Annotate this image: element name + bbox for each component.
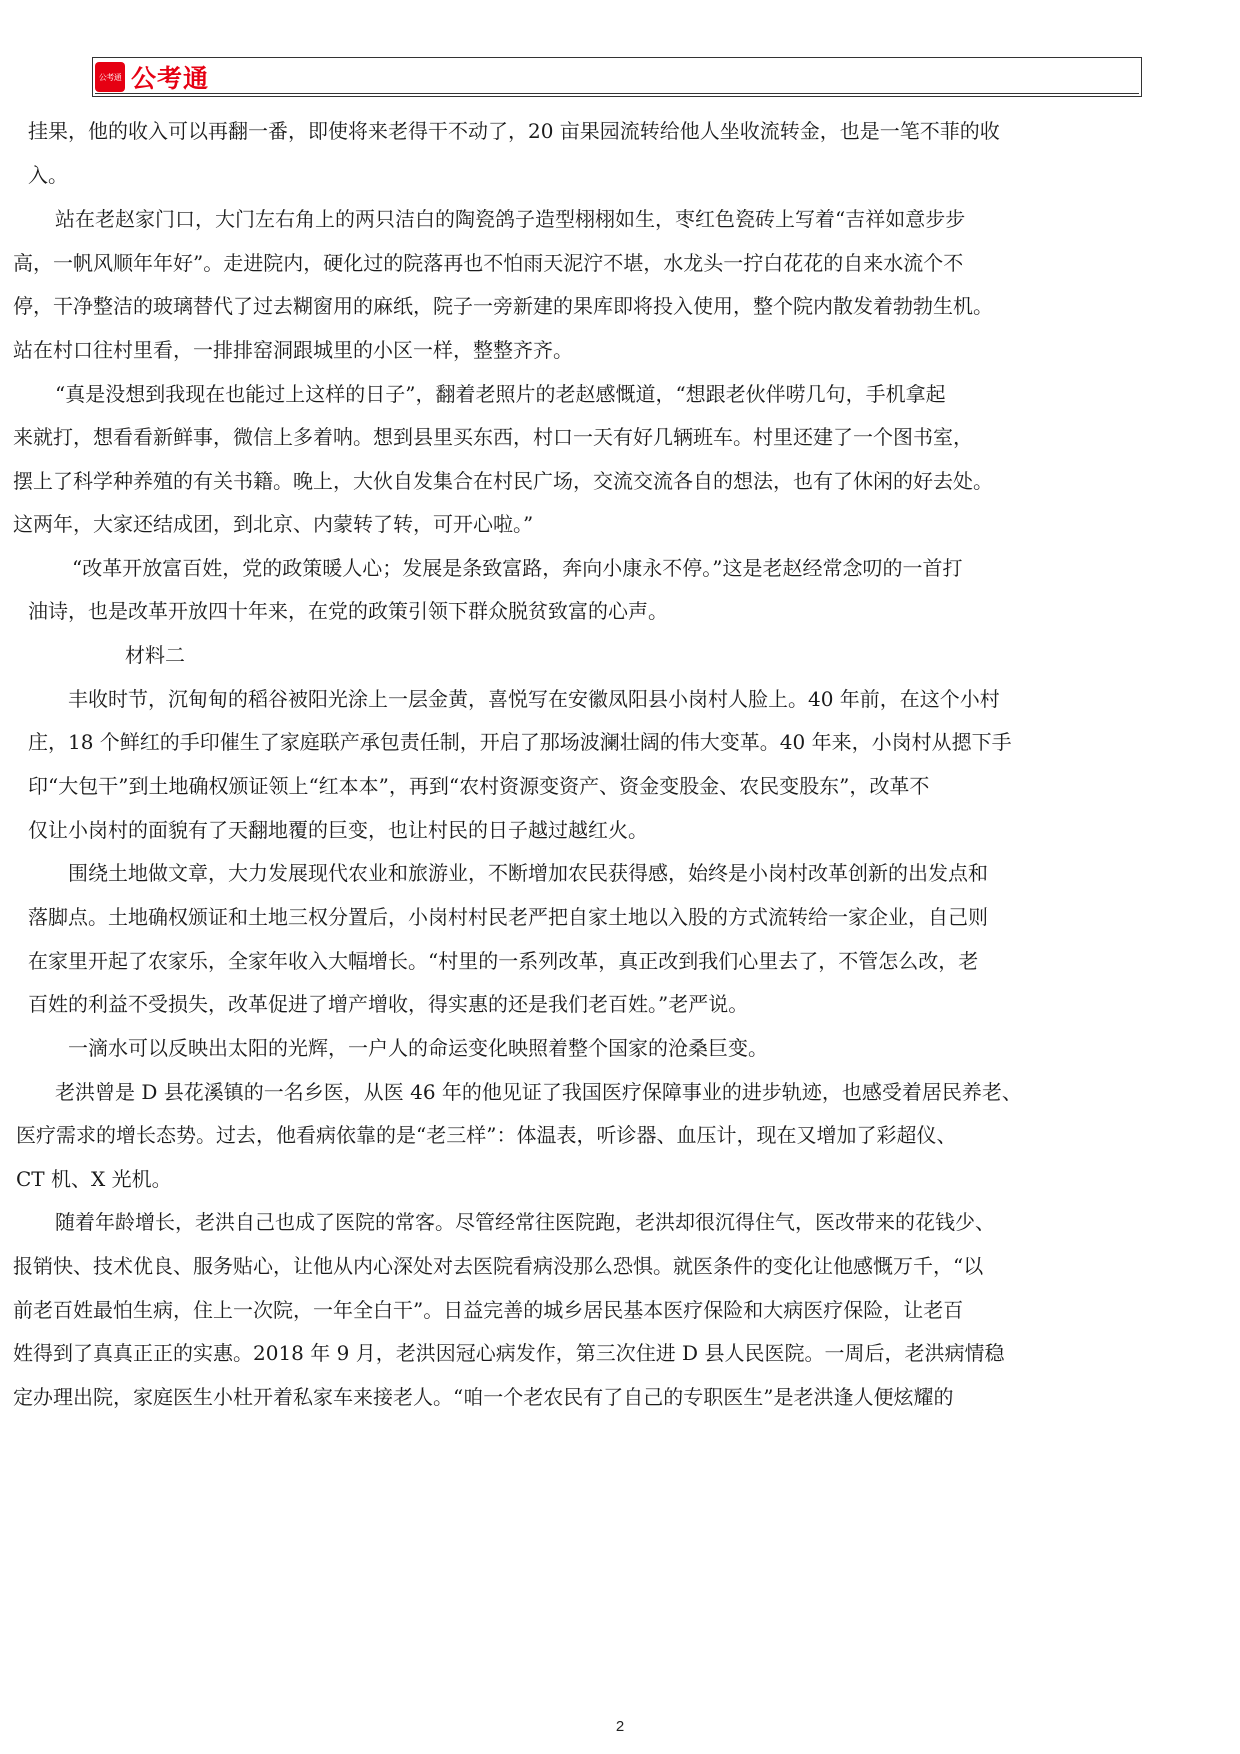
text-line: 随着年龄增长，老洪自己也成了医院的常客。尽管经常往医院跑，老洪却很沉得住气，医改带来的花钱少、 bbox=[55, 1210, 995, 1234]
text-line: 落脚点。土地确权颁证和土地三权分置后，小岗村村民老严把自家土地以入股的方式流转给一家企业，自己则 bbox=[28, 905, 988, 929]
text-line: 摆上了科学种养殖的有关书籍。晚上，大伙自发集合在村民广场，交流交流各自的想法，也有了休闲的好去处。 bbox=[13, 469, 993, 493]
text-line: 仅让小岗村的面貌有了天翻地覆的巨变，也让村民的日子越过越红火。 bbox=[28, 818, 648, 842]
text-line: 在家里开起了农家乐，全家年收入大幅增长。“村里的一系列改革，真正改到我们心里去了，不管怎么改，老 bbox=[28, 949, 979, 973]
text-line: 庄，18 个鲜红的手印催生了家庭联产承包责任制，开启了那场波澜壮阔的伟大变革。40 年来，小岗村从摁下手 bbox=[28, 730, 1012, 754]
text-line: 老洪曾是 D 县花溪镇的一名乡医，从医 46 年的他见证了我国医疗保障事业的进步轨迹，也感受着居民养老、 bbox=[55, 1080, 1022, 1104]
text-line: 前老百姓最怕生病，住上一次院，一年全白干”。日益完善的城乡居民基本医疗保险和大病医疗保险，让老百 bbox=[13, 1298, 964, 1322]
text-line: “改革开放富百姓，党的政策暖人心；发展是条致富路，奔向小康永不停。”这是老赵经常念叨的一首打 bbox=[72, 556, 963, 580]
text-line: 停，干净整洁的玻璃替代了过去糊窗用的麻纸，院子一旁新建的果库即将投入使用，整个院内散发着勃勃生机。 bbox=[13, 294, 993, 318]
text-line: 印“大包干”到土地确权颁证领上“红本本”，再到“农村资源变资产、资金变股金、农民变股东”，改革不 bbox=[28, 774, 930, 798]
text-line: 一滴水可以反映出太阳的光辉，一户人的命运变化映照着整个国家的沧桑巨变。 bbox=[68, 1036, 768, 1060]
logo-text: 公考通 bbox=[131, 64, 210, 93]
text-line: 医疗需求的增长态势。过去，他看病依靠的是“老三样”：体温表，听诊器、血压计，现在又增加了彩超仪、 bbox=[16, 1123, 957, 1147]
text-line: 姓得到了真真正正的实惠。2018 年 9 月，老洪因冠心病发作，第三次住进 D 县人民医院。一周后，老洪病情稳 bbox=[13, 1341, 1005, 1365]
text-line: 高，一帆风顺年年好”。走进院内，硬化过的院落再也不怕雨天泥泞不堪，水龙头一拧白花花的自来水流个不 bbox=[13, 251, 964, 275]
text-line: 围绕土地做文章，大力发展现代农业和旅游业，不断增加农民获得感，始终是小岗村改革创新的出发点和 bbox=[68, 861, 988, 885]
text-line: 油诗，也是改革开放四十年来，在党的政策引领下群众脱贫致富的心声。 bbox=[28, 599, 668, 623]
text-line: 报销快、技术优良、服务贴心，让他从内心深处对去医院看病没那么恐惧。就医条件的变化让他感慨万千，“以 bbox=[13, 1254, 984, 1278]
text-line: 挂果，他的收入可以再翻一番，即使将来老得干不动了，20 亩果园流转给他人坐收流转金，也是一笔不菲的收 bbox=[28, 119, 1000, 143]
logo bbox=[95, 61, 209, 93]
text-line: 百姓的利益不受损失，改革促进了增产增收，得实惠的还是我们老百姓。”老严说。 bbox=[28, 992, 749, 1016]
text-line: 丰收时节，沉甸甸的稻谷被阳光涂上一层金黄，喜悦写在安徽凤阳县小岗村人脸上。40 年前，在这个小村 bbox=[68, 687, 1000, 711]
text-line: 定办理出院，家庭医生小杜开着私家车来接老人。“咱一个老农民有了自己的专职医生”是老洪逢人便炫耀的 bbox=[13, 1385, 954, 1409]
text-line: 入。 bbox=[28, 163, 68, 187]
page-header bbox=[92, 57, 1142, 97]
section-heading: 材料二 bbox=[125, 643, 185, 667]
logo-mark-icon: 公考通 bbox=[95, 62, 125, 92]
text-line: 来就打，想看看新鲜事，微信上多着呐。想到县里买东西，村口一天有好几辆班车。村里还建了一个图书室， bbox=[13, 425, 973, 449]
text-line: 这两年，大家还结成团，到北京、内蒙转了转，可开心啦。” bbox=[13, 512, 534, 536]
text-line: 站在村口往村里看，一排排窑洞跟城里的小区一样，整整齐齐。 bbox=[13, 338, 573, 362]
page-number: 2 bbox=[615, 1718, 625, 1735]
text-line: “真是没想到我现在也能过上这样的日子”，翻着老照片的老赵感慨道，“想跟老伙伴唠几句，手机拿起 bbox=[55, 382, 946, 406]
text-line: 站在老赵家门口，大门左右角上的两只洁白的陶瓷鸽子造型栩栩如生，枣红色瓷砖上写着“吉祥如意步步 bbox=[55, 207, 966, 231]
text-line: CT 机、X 光机。 bbox=[16, 1167, 172, 1191]
